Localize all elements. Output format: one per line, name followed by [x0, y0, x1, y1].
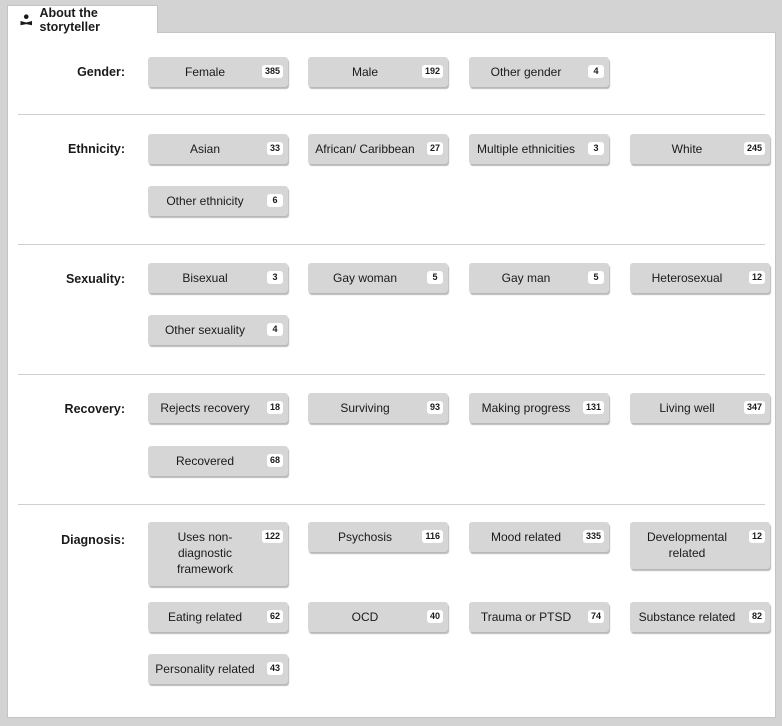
filter-chip-bisexual[interactable]: [148, 263, 288, 293]
chip-label: OCD: [351, 610, 379, 624]
chip-count-badge: 4: [267, 323, 283, 336]
chip-label: Other ethnicity: [166, 194, 244, 208]
chip-label: Eating related: [167, 610, 243, 624]
chip-label: Rejects recovery: [160, 401, 250, 415]
chip-label: African/ Caribbean: [315, 142, 415, 156]
filter-chip-personality-related[interactable]: [148, 654, 288, 684]
chip-count-badge: 74: [588, 610, 604, 623]
filter-chip-asian[interactable]: [148, 134, 288, 164]
chip-count-badge: 3: [588, 142, 604, 155]
chip-count-badge: 12: [749, 530, 765, 543]
filter-chip-living-well[interactable]: [630, 393, 770, 423]
chip-count-badge: 82: [749, 610, 765, 623]
section-divider: [18, 374, 765, 375]
chip-label: Gay man: [501, 271, 551, 285]
chip-label: Mood related: [490, 530, 562, 544]
filter-chip-eating-related[interactable]: [148, 602, 288, 632]
chip-label: Multiple ethnicities: [476, 142, 576, 156]
chip-count-badge: 347: [744, 401, 765, 414]
chip-count-badge: 192: [422, 65, 443, 78]
chip-count-badge: 385: [262, 65, 283, 78]
filter-chip-white[interactable]: [630, 134, 770, 164]
chip-label: Male: [351, 65, 378, 79]
chip-label: Psychosis: [337, 530, 393, 544]
filter-chip-rejects-recovery[interactable]: [148, 393, 288, 423]
section-label-diagnosis: Diagnosis:: [61, 533, 125, 547]
chip-count-badge: 62: [267, 610, 283, 623]
chip-label: Developmental related: [646, 530, 728, 560]
tab-title: About the storyteller: [39, 5, 100, 34]
chip-label: Asian: [189, 142, 221, 156]
chip-count-badge: 12: [749, 271, 765, 284]
filter-chip-developmental-related[interactable]: [630, 522, 770, 569]
chip-label: Gay woman: [332, 271, 398, 285]
filter-chip-recovered[interactable]: [148, 446, 288, 476]
chip-count-badge: 5: [427, 271, 443, 284]
chip-count-badge: 131: [583, 401, 604, 414]
filter-chip-trauma-or-ptsd[interactable]: [469, 602, 609, 632]
chip-count-badge: 33: [267, 142, 283, 155]
section-divider: [18, 244, 765, 245]
filter-chip-heterosexual[interactable]: [630, 263, 770, 293]
chip-label: Recovered: [175, 454, 235, 468]
section-label-ethnicity: Ethnicity:: [68, 142, 125, 156]
chip-label: Other sexuality: [164, 323, 246, 337]
chip-count-badge: 116: [422, 530, 443, 543]
chip-count-badge: 27: [427, 142, 443, 155]
chip-count-badge: 245: [744, 142, 765, 155]
filter-chip-other-gender[interactable]: [469, 57, 609, 87]
filter-chip-female[interactable]: [148, 57, 288, 87]
section-label-recovery: Recovery:: [64, 402, 125, 416]
filter-chip-gay-woman[interactable]: [308, 263, 448, 293]
filter-chip-multiple-ethnicities[interactable]: [469, 134, 609, 164]
chip-label: Making progress: [481, 401, 571, 415]
storyteller-filter-panel: [7, 32, 776, 718]
chip-count-badge: 43: [267, 662, 283, 675]
chip-count-badge: 4: [588, 65, 604, 78]
chip-count-badge: 18: [267, 401, 283, 414]
chip-label: Personality related: [155, 662, 255, 676]
filter-chip-gay-man[interactable]: [469, 263, 609, 293]
chip-count-badge: 68: [267, 454, 283, 467]
chip-label: Heterosexual: [651, 271, 723, 285]
storyteller-icon: [20, 14, 33, 26]
chip-label: Surviving: [340, 401, 390, 415]
filter-chip-uses-non-diagnostic-framework[interactable]: [148, 522, 288, 586]
chip-label: Trauma or PTSD: [480, 610, 572, 624]
chip-label: Female: [184, 65, 225, 79]
chip-count-badge: 335: [583, 530, 604, 543]
section-label-sexuality: Sexuality:: [65, 272, 125, 286]
chip-label: Bisexual: [182, 271, 228, 285]
chip-count-badge: 5: [588, 271, 604, 284]
section-divider: [18, 504, 765, 505]
chip-count-badge: 40: [427, 610, 443, 623]
section-divider: [18, 114, 765, 115]
chip-count-badge: 93: [427, 401, 443, 414]
filter-chip-other-sexuality[interactable]: [148, 315, 288, 345]
filter-chip-other-ethnicity[interactable]: [148, 186, 288, 216]
chip-label: Living well: [659, 401, 715, 415]
tab-about-the-storyteller[interactable]: [7, 5, 158, 33]
section-label-gender: Gender:: [77, 65, 125, 79]
chip-label: Other gender: [490, 65, 562, 79]
chip-count-badge: 6: [267, 194, 283, 207]
filter-chip-african-caribbean[interactable]: [308, 134, 448, 164]
chip-label: Substance related: [638, 610, 736, 624]
filter-chip-psychosis[interactable]: [308, 522, 448, 552]
filter-chip-male[interactable]: [308, 57, 448, 87]
filter-chip-mood-related[interactable]: [469, 522, 609, 552]
chip-label: White: [671, 142, 703, 156]
chip-label: Uses non-diagnostic framework: [176, 530, 233, 576]
filter-chip-substance-related[interactable]: [630, 602, 770, 632]
chip-count-badge: 122: [262, 530, 283, 543]
filter-chip-making-progress[interactable]: [469, 393, 609, 423]
filter-chip-surviving[interactable]: [308, 393, 448, 423]
chip-count-badge: 3: [267, 271, 283, 284]
filter-chip-ocd[interactable]: [308, 602, 448, 632]
